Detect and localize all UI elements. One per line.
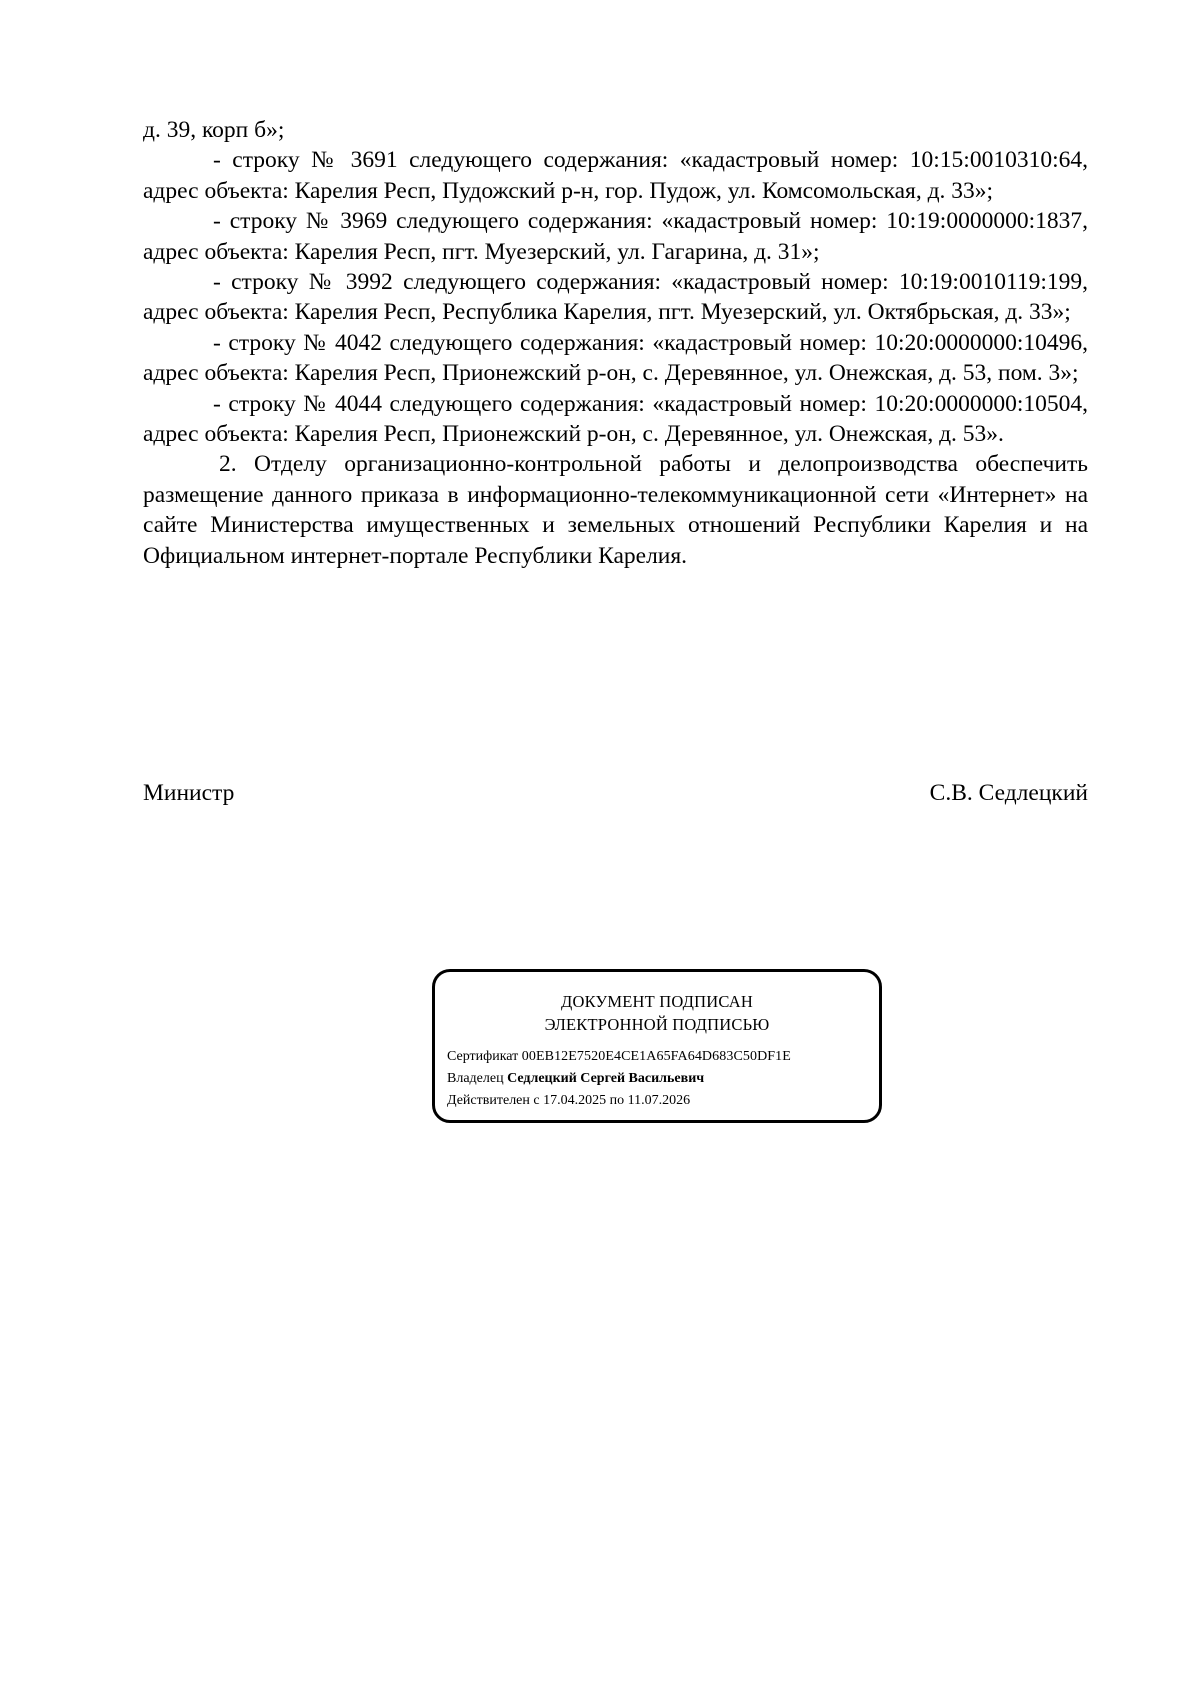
signatory-position: Министр xyxy=(143,780,235,806)
valid-from-date: 17.04.2025 xyxy=(543,1093,607,1108)
document-body xyxy=(143,115,1088,571)
electronic-signature-stamp xyxy=(432,969,882,1123)
list-item-row-3691: - строку № 3691 следующего содержания: «кадастровый номер: 10:15:0010310:64, адрес объекта: Карелия Респ, Пудожский р-н, гор. Пудож, ул. Комсомольская, д. 33»; xyxy=(143,147,1088,204)
list-item-row-3992: - строку № 3992 следующего содержания: «кадастровый номер: 10:19:0010119:199, адрес объекта: Карелия Респ, Республика Карелия, пгт. Муезерский, ул. Октябрьская, д. 33»; xyxy=(143,269,1088,326)
stamp-header xyxy=(435,990,879,1036)
owner-value: Седлецкий Сергей Васильевич xyxy=(507,1071,705,1086)
paragraph-continuation: д. 39, корп б»; xyxy=(143,117,285,143)
valid-to-date: 11.07.2026 xyxy=(627,1093,691,1108)
valid-label: Действителен xyxy=(447,1093,530,1108)
valid-to-label: по xyxy=(609,1093,625,1108)
stamp-certificate-line xyxy=(447,1046,877,1068)
list-item-row-4042: - строку № 4042 следующего содержания: «кадастровый номер: 10:20:0000000:10496, адрес объекта: Карелия Респ, Прионежский р-он, с. Деревянное, ул. Онежская, д. 53, пом. 3»; xyxy=(143,329,1088,387)
list-item-row-3969: - строку № 3969 следующего содержания: «кадастровый номер: 10:19:0000000:1837, адрес объекта: Карелия Респ, пгт. Муезерский, ул. Гагарина, д. 31»; xyxy=(143,208,1088,265)
stamp-title-line-1: ДОКУМЕНТ ПОДПИСАН xyxy=(561,992,753,1011)
valid-from-label: с xyxy=(533,1093,540,1108)
list-item-row-4044: - строку № 4044 следующего содержания: «кадастровый номер: 10:20:0000000:10504, адрес объекта: Карелия Респ, Прионежский р-он, с. Деревянное, ул. Онежская, д. 53». xyxy=(143,390,1088,448)
stamp-owner-line xyxy=(447,1068,877,1090)
stamp-validity-line xyxy=(447,1090,877,1112)
stamp-details xyxy=(447,1046,877,1112)
signature-row xyxy=(143,778,1088,808)
signatory-name: С.В. Седлецкий xyxy=(929,780,1088,806)
paragraph-item-2: 2. Отделу организационно-контрольной работы и делопроизводства обеспечить размещение данного приказа в информационно-телекоммуникационной сети «Интернет» на сайте Министерства имущественных и земельных отношений Республики Карелия и на Официальном интернет-портале Республики Карелия. xyxy=(143,451,1088,569)
stamp-title-line-2: ЭЛЕКТРОННОЙ ПОДПИСЬЮ xyxy=(544,1015,770,1034)
certificate-label: Сертификат xyxy=(447,1049,519,1064)
owner-label: Владелец xyxy=(447,1071,504,1086)
certificate-value: 00EB12E7520E4CE1A65FA64D683C50DF1E xyxy=(521,1049,791,1064)
